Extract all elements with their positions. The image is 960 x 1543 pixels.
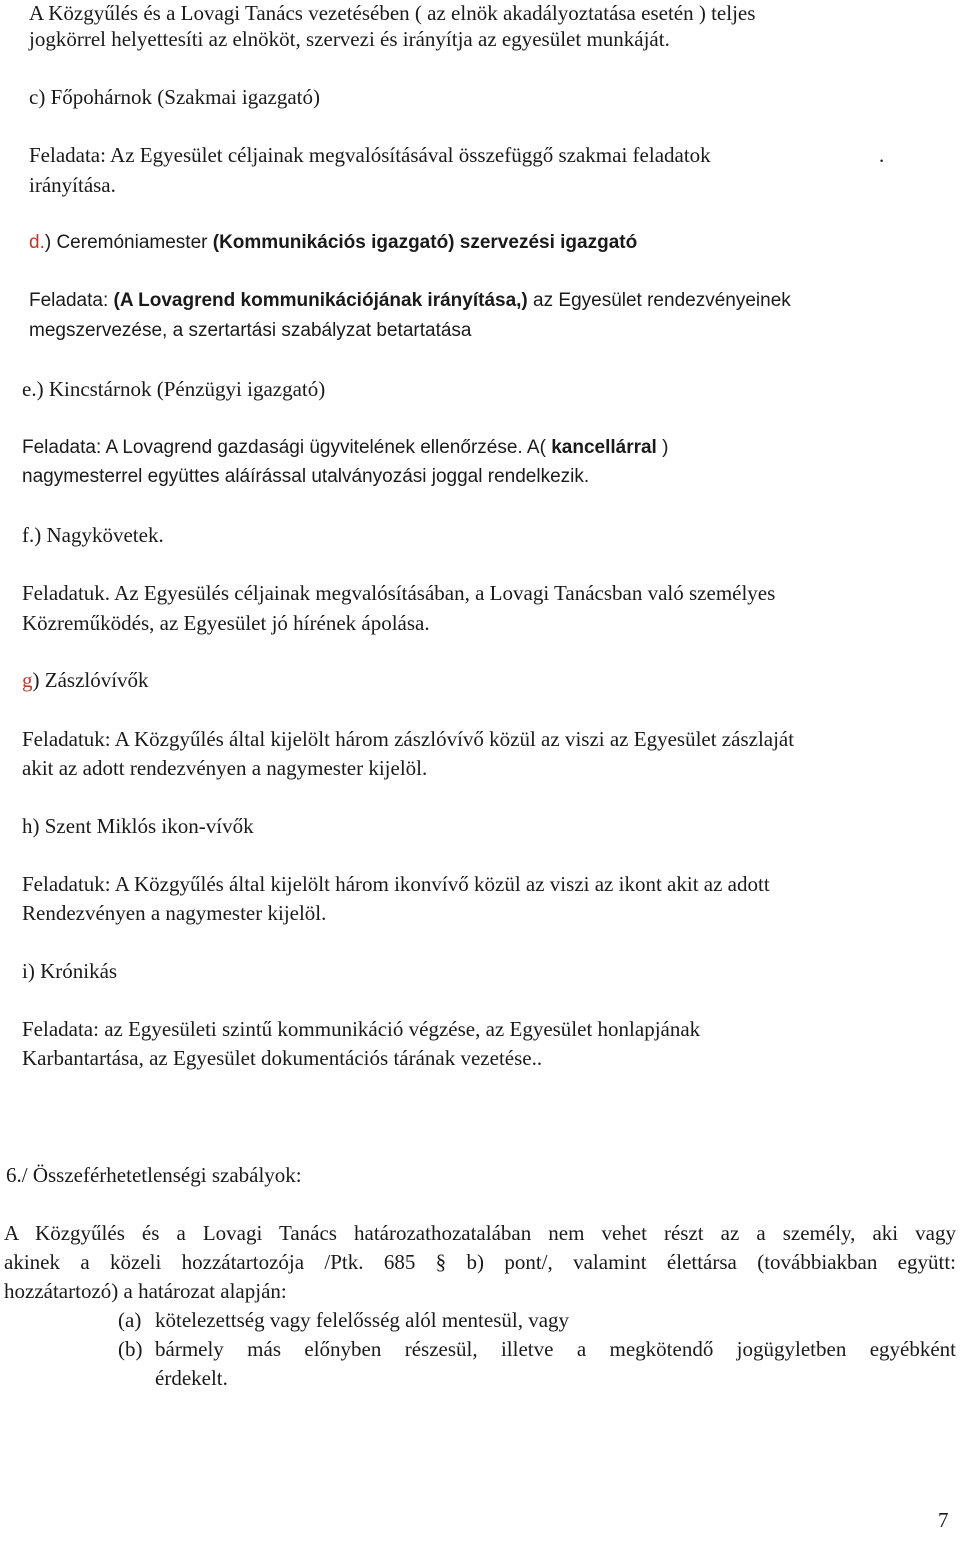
section-g-task-line-1: Feladatuk: A Közgyűlés által kijelölt három zászlóvívő közül az viszi az Egyesület zászlaját bbox=[22, 727, 795, 751]
section-i-task-line-1: Feladata: az Egyesületi szintű kommunikáció végzése, az Egyesület honlapjának bbox=[22, 1017, 701, 1041]
section-6-para-line-1: A Közgyűlés és a Lovagi Tanács határozathozatalában nem vehet részt az a személy, aki vagy bbox=[4, 1221, 956, 1245]
section-g-title: ) Zászlóvívők bbox=[32, 668, 149, 692]
intro-line-1: A Közgyűlés és a Lovagi Tanács vezetésében ( az elnök akadályoztatása esetén ) teljes bbox=[29, 1, 756, 25]
section-i-task-line-2: Karbantartása, az Egyesület dokumentációs tárának vezetése.. bbox=[22, 1046, 543, 1070]
section-c-task-dot: . bbox=[879, 143, 885, 167]
section-f-heading: f.) Nagykövetek. bbox=[22, 523, 164, 547]
section-6-para-line-3: hozzátartozó) a határozat alapján: bbox=[4, 1279, 287, 1303]
section-d-heading bbox=[29, 233, 637, 252]
list-item-label: (a) bbox=[118, 1308, 142, 1332]
section-f-task-line-2: Közreműködés, az Egyesület jó hírének ápolása. bbox=[22, 611, 430, 635]
section-c-task-line-2: irányítása. bbox=[29, 173, 116, 197]
list-item-text: kötelezettség vagy felelősség alól mentesül, vagy bbox=[155, 1308, 570, 1332]
section-e-task-b: ) bbox=[656, 437, 669, 458]
page-number: 7 bbox=[938, 1508, 949, 1532]
list-item-continuation: érdekelt. bbox=[155, 1366, 228, 1390]
section-6-heading: 6./ Összeférhetetlenségi szabályok: bbox=[6, 1163, 302, 1187]
section-d-task-bold: (A Lovagrend kommunikációjának irányítása,) bbox=[113, 290, 528, 311]
section-d-task-line-2: megszervezése, a szertartási szabályzat betartatása bbox=[29, 320, 472, 341]
section-h-task-line-1: Feladatuk: A Közgyűlés által kijelölt három ikonvívő közül az viszi az ikont akit az adott bbox=[22, 872, 770, 896]
section-c-task-line-1: Feladata: Az Egyesület céljainak megvalósításával összefüggő szakmai feladatok bbox=[29, 143, 711, 167]
section-h-heading: h) Szent Miklós ikon-vívők bbox=[22, 814, 254, 838]
section-g-letter: g bbox=[22, 668, 33, 692]
intro-line-2: jogkörrel helyettesíti az elnököt, szervezi és irányítja az egyesület munkáját. bbox=[29, 27, 670, 51]
section-6-para-line-2: akinek a közeli hozzátartozója /Ptk. 685 § b) pont/, valamint élettársa (továbbiakban együtt: bbox=[4, 1250, 956, 1274]
section-e-task-a: Feladata: A Lovagrend gazdasági ügyvitelének ellenőrzése. A( bbox=[22, 437, 552, 458]
section-e-heading: e.) Kincstárnok (Pénzügyi igazgató) bbox=[22, 377, 326, 401]
section-h-task-line-2: Rendezvényen a nagymester kijelöl. bbox=[22, 901, 327, 925]
section-e-task-line-2: nagymesterrel együttes aláírással utalványozási joggal rendelkezik. bbox=[22, 466, 590, 487]
section-d-task-prefix: Feladata: bbox=[29, 290, 114, 311]
list-item-label: (b) bbox=[118, 1337, 143, 1361]
section-d-prefix: d. bbox=[29, 232, 45, 253]
section-d-title: ) Ceremóniamester bbox=[44, 232, 213, 253]
section-d-task-line-1 bbox=[29, 291, 791, 310]
section-f-task-line-1: Feladatuk. Az Egyesülés céljainak megvalósításában, a Lovagi Tanácsban való személyes bbox=[22, 581, 776, 605]
list-item-text: bármely más előnyben részesül, illetve a megkötendő jogügyletben egyébként bbox=[155, 1337, 956, 1361]
section-g-task-line-2: akit az adott rendezvényen a nagymester kijelöl. bbox=[22, 756, 428, 780]
section-e-task-line-1 bbox=[22, 438, 668, 457]
section-c-heading: c) Főpohárnok (Szakmai igazgató) bbox=[29, 85, 320, 109]
section-d-title-bold: (Kommunikációs igazgató) szervezési igazgató bbox=[212, 232, 638, 253]
section-i-heading: i) Krónikás bbox=[22, 959, 118, 983]
section-e-task-bold: kancellárral bbox=[551, 437, 657, 458]
section-g-heading bbox=[22, 670, 149, 691]
section-d-task-suffix: az Egyesület rendezvényeinek bbox=[527, 290, 791, 311]
